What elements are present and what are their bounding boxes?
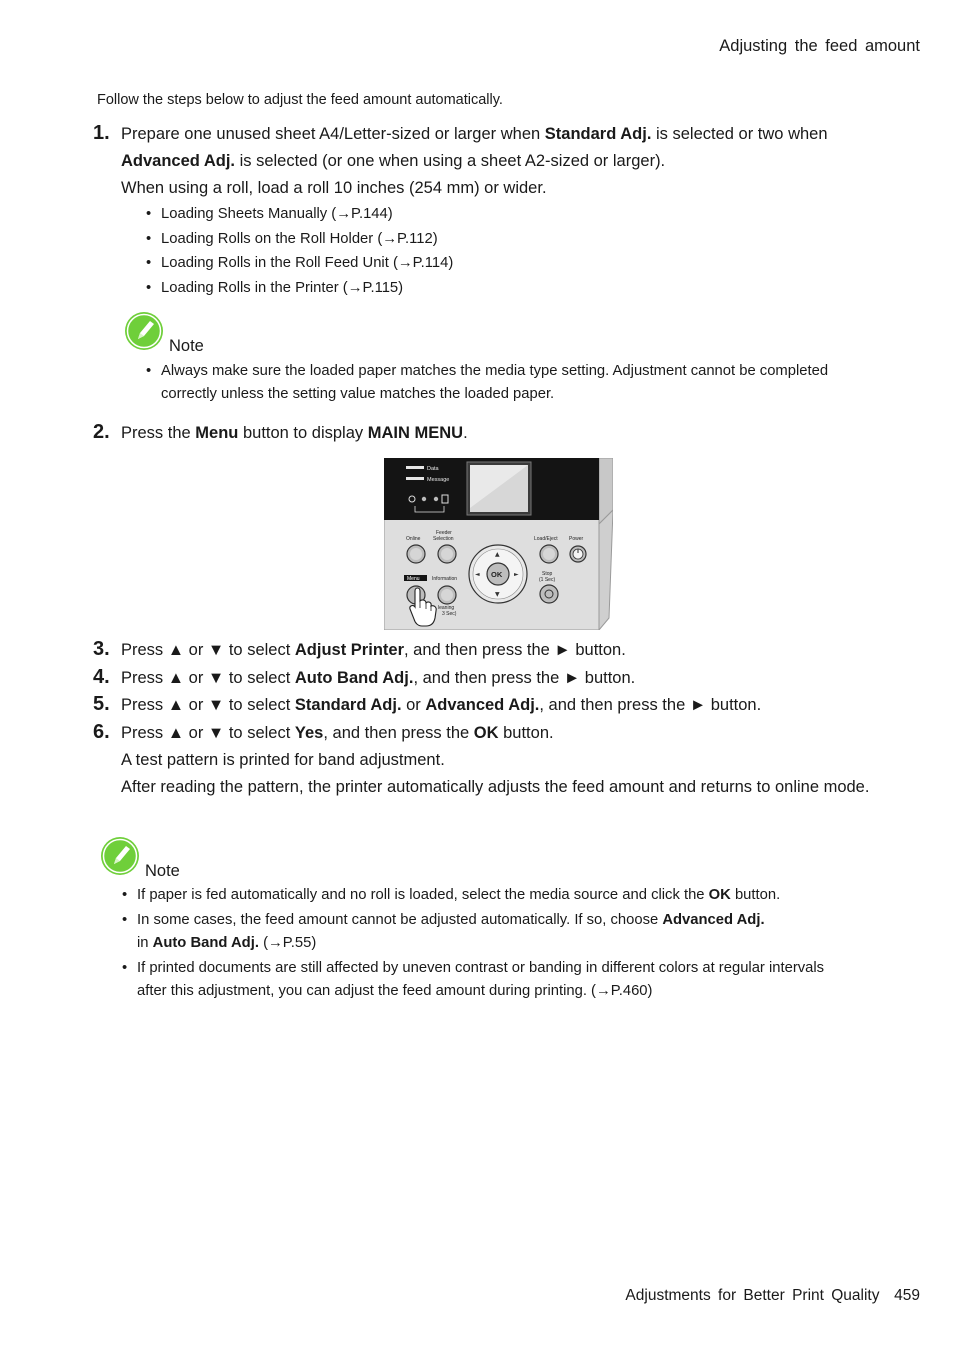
note-2-item-1: • If paper is fed automatically and no roll is loaded, select the media source and click the OK button. [122,884,842,907]
data-lamp [406,466,424,469]
feeder-label: Feeder [436,530,452,536]
step-6-line-3: After reading the pattern, the printer automatically adjusts the feed amount and returns to online mode. [121,778,870,796]
link-loading-sheets-manually[interactable]: • Loading Sheets Manually (→P.144) [146,202,453,227]
step-6-number: 6. [93,721,110,743]
step-4-text: Press ▲ or ▼ to select Auto Band Adj., and then press the ► button. [121,669,636,687]
step-1-roll-text: When using a roll, load a roll 10 inches (254 mm) or wider. [121,179,547,197]
information-label: Information [432,576,458,582]
up-arrow-icon[interactable]: ▲ [495,551,500,558]
note-2-label: Note [145,862,180,880]
step-5-number: 5. [93,693,110,715]
note-2-item-2: • In some cases, the feed amount cannot be adjusted automatically. If so, choose Advanced Adj. in Auto Band Adj. (→P.55) [122,909,842,955]
selection-label: Selection [433,536,454,542]
step-6-text: Press ▲ or ▼ to select Yes, and then press the OK button. A test pattern is printed for band adjustment. After reading the pattern, the printer automatically adjusts the feed amount and returns to online mode. [121,724,870,796]
step-2-number: 2. [93,421,110,443]
cleaning-label: leaning [438,605,455,611]
message-lamp-label: Message [427,477,450,483]
load-eject-label: Load/Eject [534,536,558,542]
page-number: 459 [894,1287,920,1304]
stop-label: Stop [542,571,553,577]
step-4-number: 4. [93,666,110,688]
online-label: Online [406,536,421,542]
down-arrow-icon[interactable]: ▼ [495,591,500,598]
page-header: Adjusting the feed amount [719,37,920,55]
intro-text: Follow the steps below to adjust the feed amount automatically. [97,92,503,108]
step-6-line-2: A test pattern is printed for band adjustment. [121,751,445,769]
note-2-list [122,884,842,1005]
note-1-list [146,360,836,408]
note-pencil-icon [100,836,140,876]
stop-button[interactable] [540,585,558,603]
step-1-text: Prepare one unused sheet A4/Letter-sized or larger when Standard Adj. is selected or two when Advanced Adj. is selected (or one when using a sheet A2-sized or larger). When using a roll, load a roll 10 inches (254 mm) or wider. [121,125,828,197]
step-2-text: Press the Menu button to display MAIN MENU. [121,424,468,442]
cleaning-sub-label: 3 Sec) [442,611,457,617]
paper-lamp [434,497,438,501]
power-label: Power [569,536,584,542]
note-pencil-icon [124,311,164,351]
note-1-item: • Always make sure the loaded paper matches the media type setting. Adjustment cannot be completed correctly unless the setting value matches the loaded paper. [146,360,836,406]
right-arrow-icon[interactable]: ► [514,571,519,578]
footer-section: Adjustments for Better Print Quality [625,1287,880,1304]
note-2-item-3: • If printed documents are still affected by uneven contrast or banding in different colors at regular intervals after this adjustment, you can adjust the feed amount during printing. (→P.460) [122,957,842,1003]
step-1-number: 1. [93,122,110,144]
data-lamp-label: Data [427,466,439,472]
left-arrow-icon[interactable]: ◄ [475,571,480,578]
message-lamp [406,477,424,480]
page-footer [625,1287,920,1305]
link-loading-rolls-roll-holder[interactable]: • Loading Rolls on the Roll Holder (→P.112) [146,227,453,252]
link-auto-band-adj[interactable]: (→P.55) [258,935,317,951]
ink-lamp [422,497,426,501]
control-panel-illustration [384,458,613,630]
link-loading-rolls-printer[interactable]: • Loading Rolls in the Printer (→P.115) [146,276,453,301]
step-5-text: Press ▲ or ▼ to select Standard Adj. or Advanced Adj., and then press the ► button. [121,696,762,714]
menu-label: Menu [407,576,420,582]
note-1-label: Note [169,337,204,355]
step-1-links [146,202,453,300]
stop-sub-label: (1 Sec) [539,577,556,583]
ok-button-label: OK [491,570,503,579]
link-loading-rolls-roll-feed-unit[interactable]: • Loading Rolls in the Roll Feed Unit (→P.114) [146,251,453,276]
step-3-number: 3. [93,638,110,660]
step-3-text: Press ▲ or ▼ to select Adjust Printer, and then press the ► button. [121,641,626,659]
